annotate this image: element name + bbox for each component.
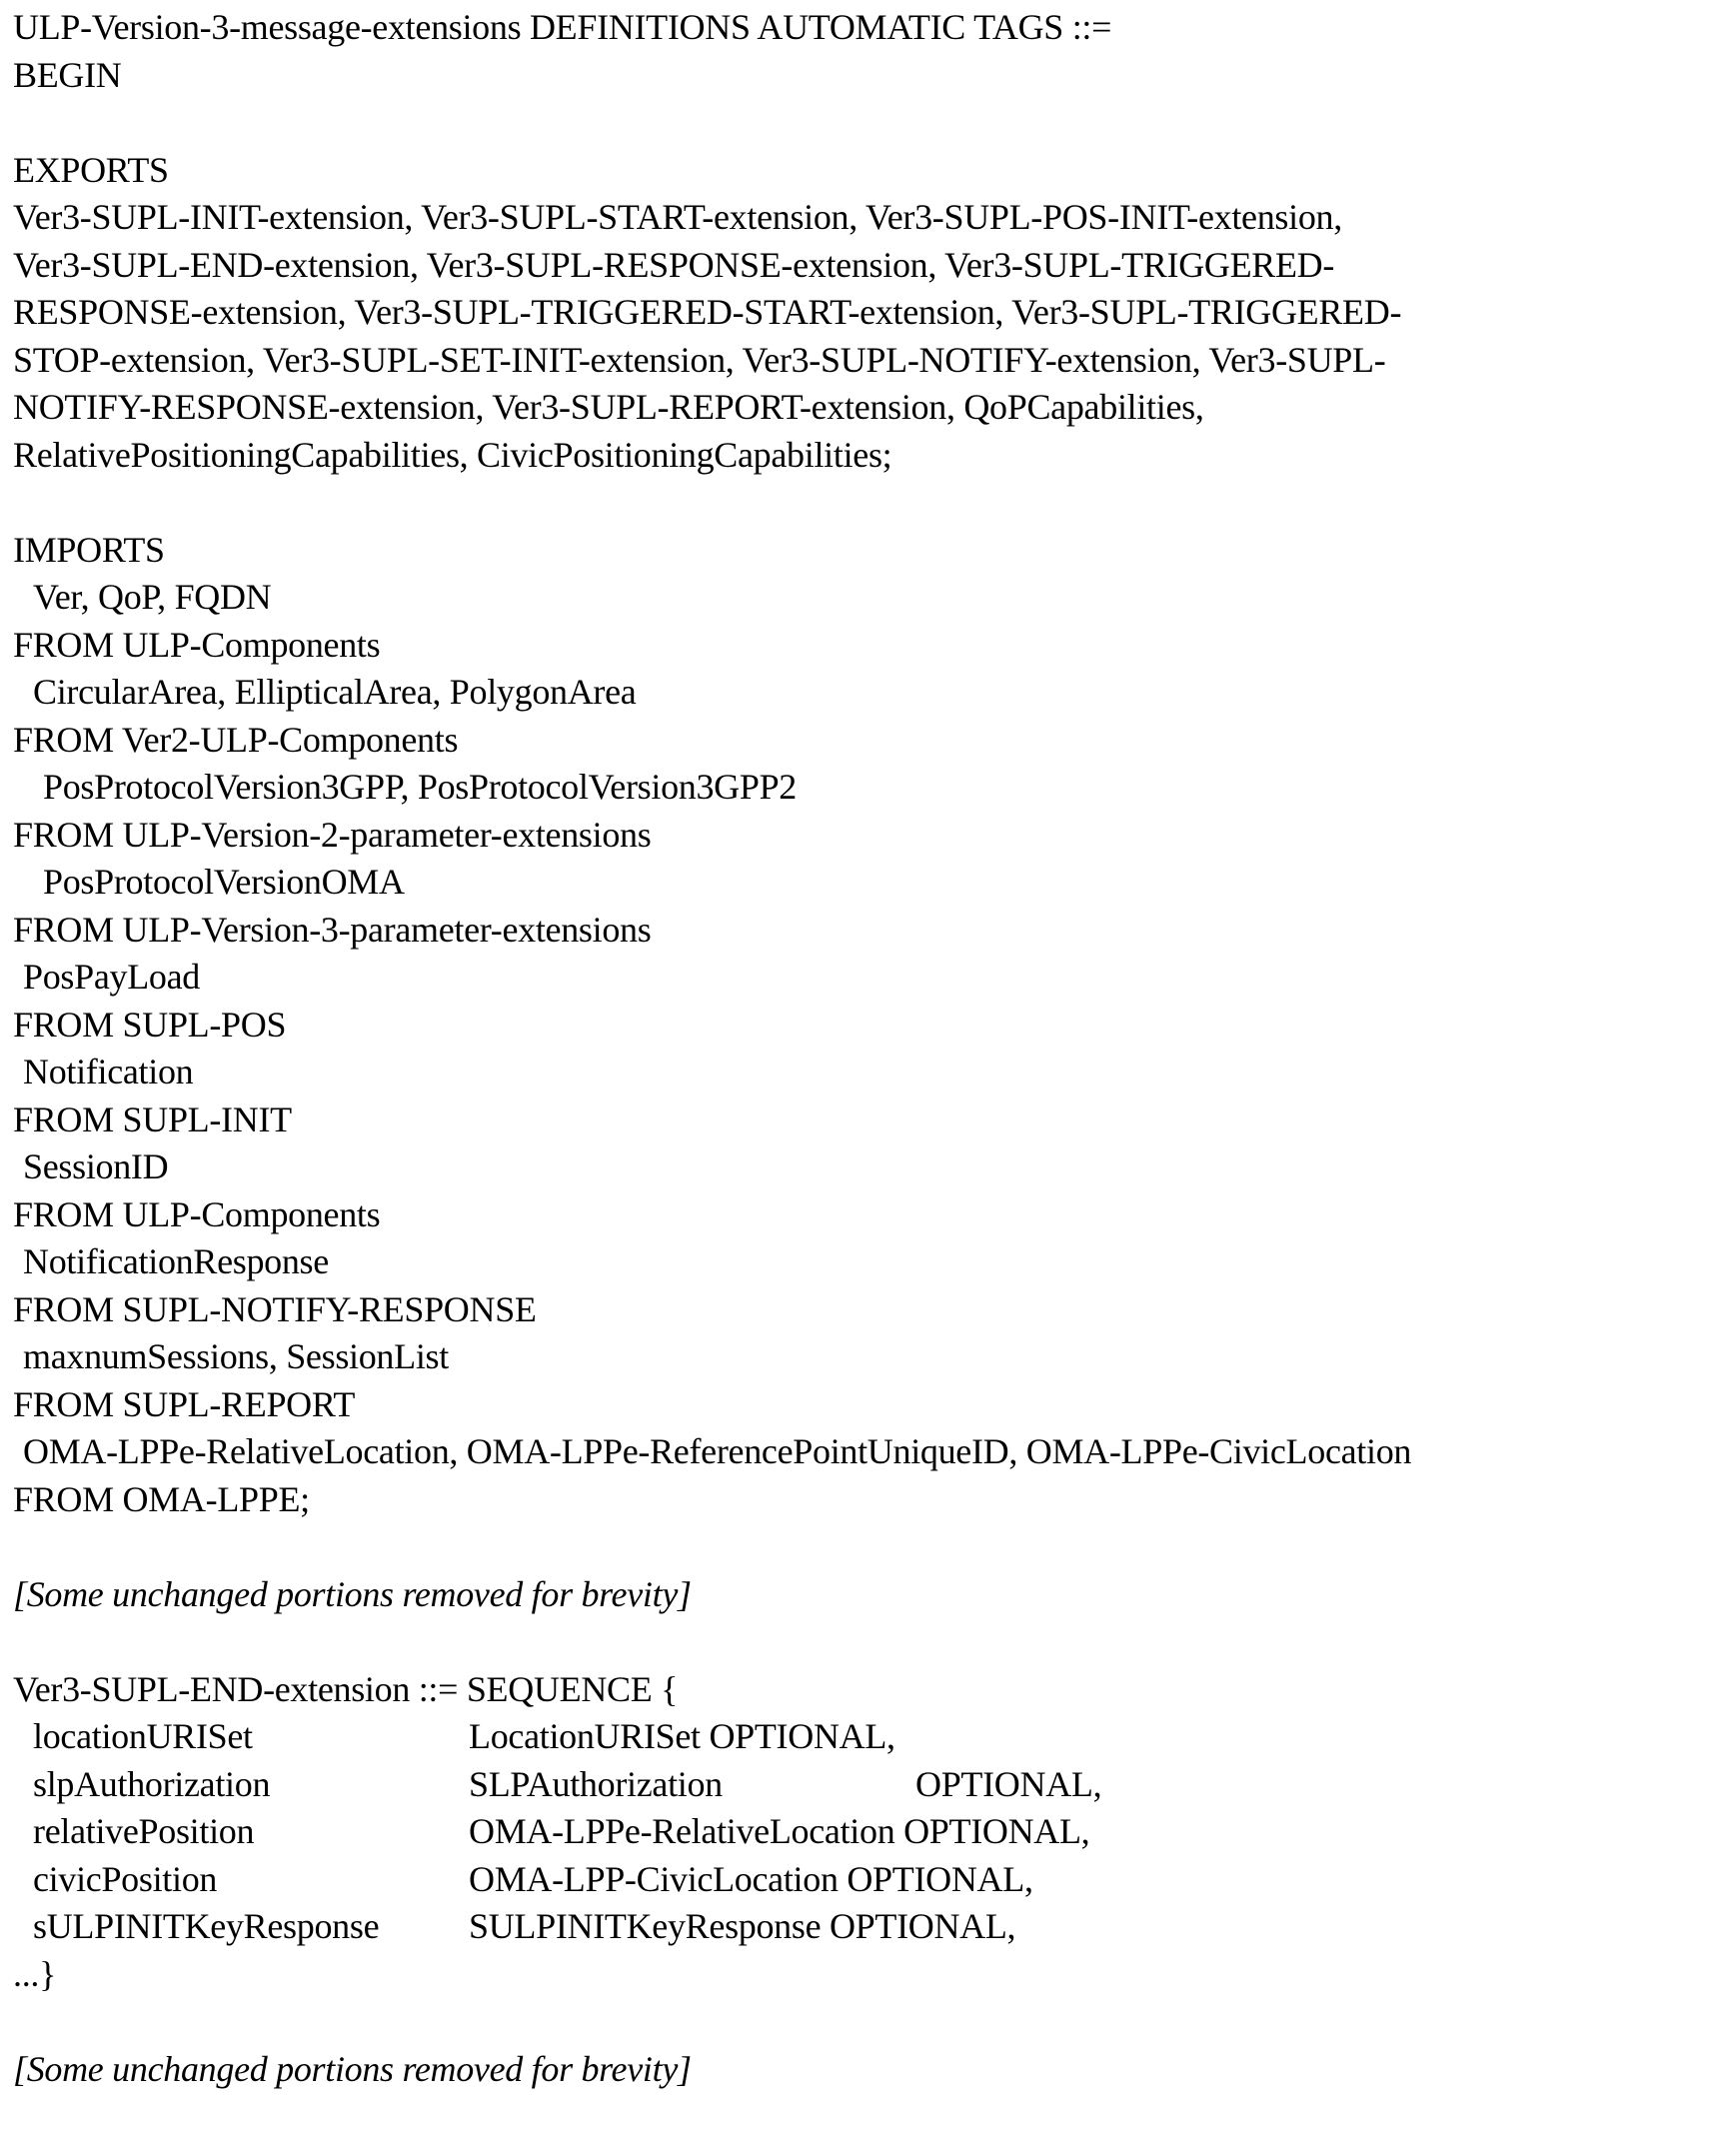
import-items: PosProtocolVersionOMA xyxy=(13,859,1727,907)
import-source: FROM ULP-Version-3-parameter-extensions xyxy=(13,907,1727,955)
imports-heading: IMPORTS xyxy=(13,527,1727,575)
field-name: sULPINITKeyResponse xyxy=(13,1903,469,1951)
import-items: NotificationResponse xyxy=(13,1238,1727,1286)
field-type: SULPINITKeyResponse OPTIONAL, xyxy=(469,1903,1015,1951)
field-name: civicPosition xyxy=(13,1856,469,1904)
import-source: FROM ULP-Components xyxy=(13,1191,1727,1239)
import-source: FROM ULP-Version-2-parameter-extensions xyxy=(13,812,1727,860)
exports-line: Ver3-SUPL-INIT-extension, Ver3-SUPL-START-extension, Ver3-SUPL-POS-INIT-extension, xyxy=(13,194,1727,242)
exports-line: NOTIFY-RESPONSE-extension, Ver3-SUPL-REPORT-extension, QoPCapabilities, xyxy=(13,384,1727,432)
import-source: FROM Ver2-ULP-Components xyxy=(13,717,1727,765)
import-items: Notification xyxy=(13,1049,1727,1096)
field-type: OMA-LPPe-RelativeLocation OPTIONAL, xyxy=(469,1808,1089,1856)
exports-line: STOP-extension, Ver3-SUPL-SET-INIT-extension, Ver3-SUPL-NOTIFY-extension, Ver3-SUPL- xyxy=(13,337,1727,385)
import-source: FROM ULP-Components xyxy=(13,622,1727,670)
field-name: locationURISet xyxy=(13,1713,469,1761)
import-source: FROM SUPL-INIT xyxy=(13,1096,1727,1144)
import-source: FROM OMA-LPPE; xyxy=(13,1476,1727,1524)
sequence-header: Ver3-SUPL-END-extension ::= SEQUENCE { xyxy=(13,1666,1727,1714)
exports-line: Ver3-SUPL-END-extension, Ver3-SUPL-RESPONSE-extension, Ver3-SUPL-TRIGGERED- xyxy=(13,242,1727,290)
import-items: maxnumSessions, SessionList xyxy=(13,1333,1727,1381)
omission-note: [Some unchanged portions removed for brevity] xyxy=(13,1571,1727,1619)
field-name: relativePosition xyxy=(13,1808,469,1856)
sequence-field xyxy=(13,1903,1727,1951)
import-items: PosPayLoad xyxy=(13,954,1727,1002)
sequence-field xyxy=(13,1713,1727,1761)
field-type: SLPAuthorization xyxy=(469,1761,915,1809)
import-items: CircularArea, EllipticalArea, PolygonArea xyxy=(13,669,1727,717)
sequence-field xyxy=(13,1856,1727,1904)
exports-line: RelativePositioningCapabilities, CivicPositioningCapabilities; xyxy=(13,432,1727,480)
module-definition: ULP-Version-3-message-extensions DEFINITIONS AUTOMATIC TAGS ::= xyxy=(13,4,1727,52)
sequence-field xyxy=(13,1761,1727,1809)
import-source: FROM SUPL-NOTIFY-RESPONSE xyxy=(13,1286,1727,1334)
import-source: FROM SUPL-POS xyxy=(13,1002,1727,1050)
field-type: OMA-LPP-CivicLocation OPTIONAL, xyxy=(469,1856,1033,1904)
import-items: PosProtocolVersion3GPP, PosProtocolVersion3GPP2 xyxy=(13,764,1727,812)
field-optional: OPTIONAL, xyxy=(915,1761,1101,1809)
sequence-close: ...} xyxy=(13,1951,1727,1999)
field-type: LocationURISet OPTIONAL, xyxy=(469,1713,895,1761)
import-items: OMA-LPPe-RelativeLocation, OMA-LPPe-ReferencePointUniqueID, OMA-LPPe-CivicLocation xyxy=(13,1428,1727,1476)
begin-keyword: BEGIN xyxy=(13,52,1727,100)
exports-heading: EXPORTS xyxy=(13,147,1727,195)
asn1-document xyxy=(13,4,1727,2093)
import-source: FROM SUPL-REPORT xyxy=(13,1381,1727,1429)
field-name: slpAuthorization xyxy=(13,1761,469,1809)
omission-note: [Some unchanged portions removed for brevity] xyxy=(13,2046,1727,2094)
sequence-field xyxy=(13,1808,1727,1856)
import-items: SessionID xyxy=(13,1143,1727,1191)
exports-line: RESPONSE-extension, Ver3-SUPL-TRIGGERED-START-extension, Ver3-SUPL-TRIGGERED- xyxy=(13,289,1727,337)
import-items: Ver, QoP, FQDN xyxy=(13,574,1727,622)
